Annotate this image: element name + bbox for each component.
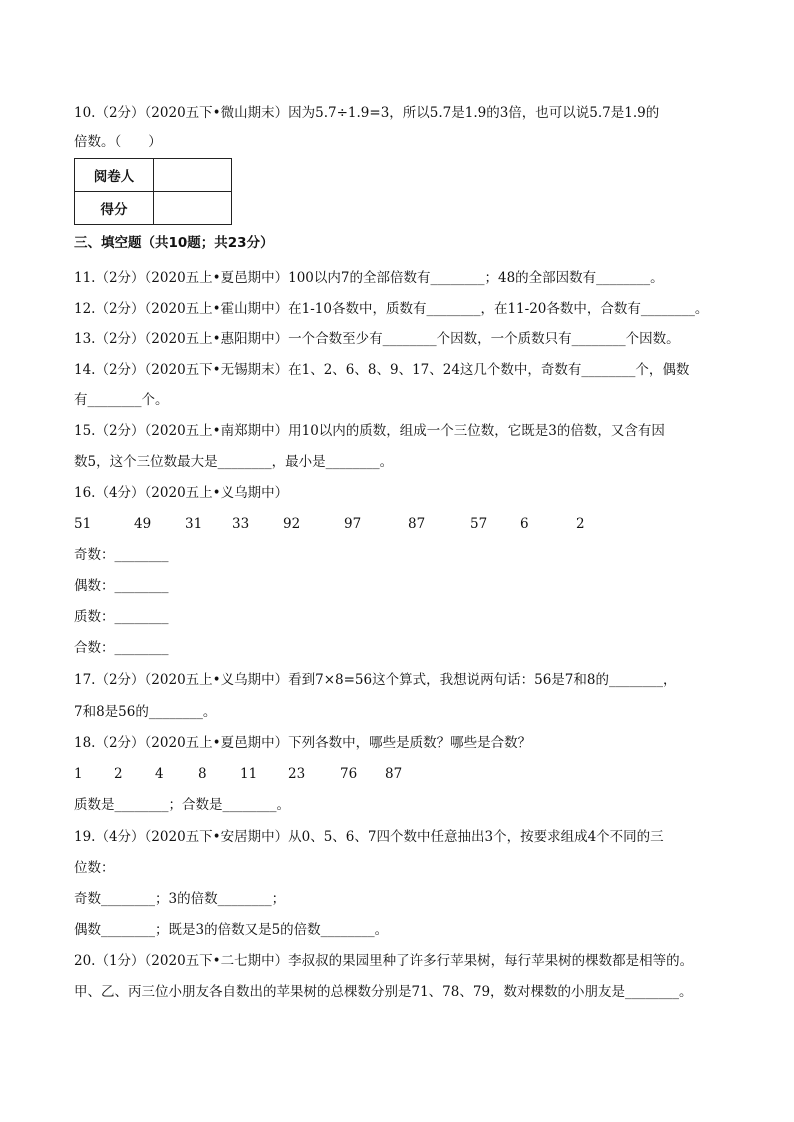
q19-line1: 19.（4分）（2020五下•安居期中）从0、5、6、7四个数中任意抽出3个，按要求组成4个不同的三 [74,829,664,845]
q16-number: 33 [232,516,250,532]
score-label: 得分 [75,192,154,225]
q14-line1: 14.（2分）（2020五下•无锡期末）在1、2、6、8、9、17、24这几个数中，奇数有________个，偶数 [74,362,690,378]
q16-composite: 合数：________ [74,640,169,656]
q17-line2: 7和8是56的________。 [74,704,217,720]
q16-number: 87 [408,516,426,532]
q20-line2: 甲、乙、丙三位小朋友各自数出的苹果树的总棵数分别是71、78、79，数对棵数的小朋友是________。 [74,984,693,1000]
q16-number: 31 [185,516,203,532]
q18-number: 8 [198,766,207,782]
score-cell [154,192,232,225]
grader-cell [154,159,232,192]
q16-header: 16.（4分）（2020五上•义乌期中） [74,485,289,501]
q16-number: 92 [283,516,301,532]
q13: 13.（2分）（2020五上•惠阳期中）一个合数至少有________个因数，一个质数只有________个因数。 [74,331,680,347]
q16-number: 6 [520,516,529,532]
grader-label: 阅卷人 [75,159,154,192]
q10-line2: 倍数。（ ） [74,134,162,150]
q16-prime: 质数：________ [74,609,169,625]
q18-number: 4 [155,766,164,782]
q18-header: 18.（2分）（2020五上•夏邑期中）下列各数中，哪些是质数？哪些是合数？ [74,735,532,751]
q19-line3: 奇数________；3的倍数________； [74,891,286,907]
q16-number: 57 [470,516,488,532]
q17-line1: 17.（2分）（2020五上•义乌期中）看到7×8=56这个算式，我想说两句话：56是7和8的________， [74,672,677,688]
q18-number-list [74,765,714,783]
q10-line1: 10.（2分）（2020五下•微山期末）因为5.7÷1.9=3，所以5.7是1.9的3倍，也可以说5.7是1.9的 [74,105,660,121]
q12: 12.（2分）（2020五上•霍山期中）在1-10各数中，质数有________，在11-20各数中，合数有________。 [74,301,709,317]
q19-line4: 偶数________；既是3的倍数又是5的倍数________。 [74,922,389,938]
q11: 11.（2分）（2020五上•夏邑期中）100以内7的全部倍数有________；48的全部因数有________。 [74,270,664,286]
q18-number: 23 [288,766,306,782]
q16-number: 97 [344,516,362,532]
q16-number: 49 [134,516,152,532]
q18-number: 1 [74,766,83,782]
q18-number: 11 [240,766,258,782]
q15-line1: 15.（2分）（2020五上•南郑期中）用10以内的质数，组成一个三位数，它既是3的倍数，又含有因 [74,423,665,439]
q16-odd: 奇数：________ [74,547,169,563]
q14-line2: 有________个。 [74,392,169,408]
q16-number: 51 [74,516,92,532]
q18-number: 87 [385,766,403,782]
q16-even: 偶数：________ [74,578,169,594]
q19-line2: 位数： [74,860,115,876]
q16-number-list [74,515,714,533]
q20-line1: 20.（1分）（2020五下•二七期中）李叔叔的果园里种了许多行苹果树，每行苹果树的棵数都是相等的。 [74,953,694,969]
q15-line2: 数5，这个三位数最大是________，最小是________。 [74,454,394,470]
q18-number: 76 [340,766,358,782]
grader-table [74,158,232,225]
section3-title: 三、填空题（共10题；共23分） [74,235,274,251]
q16-number: 2 [576,516,585,532]
q18-answer: 质数是________；合数是________。 [74,797,290,813]
q18-number: 2 [114,766,123,782]
